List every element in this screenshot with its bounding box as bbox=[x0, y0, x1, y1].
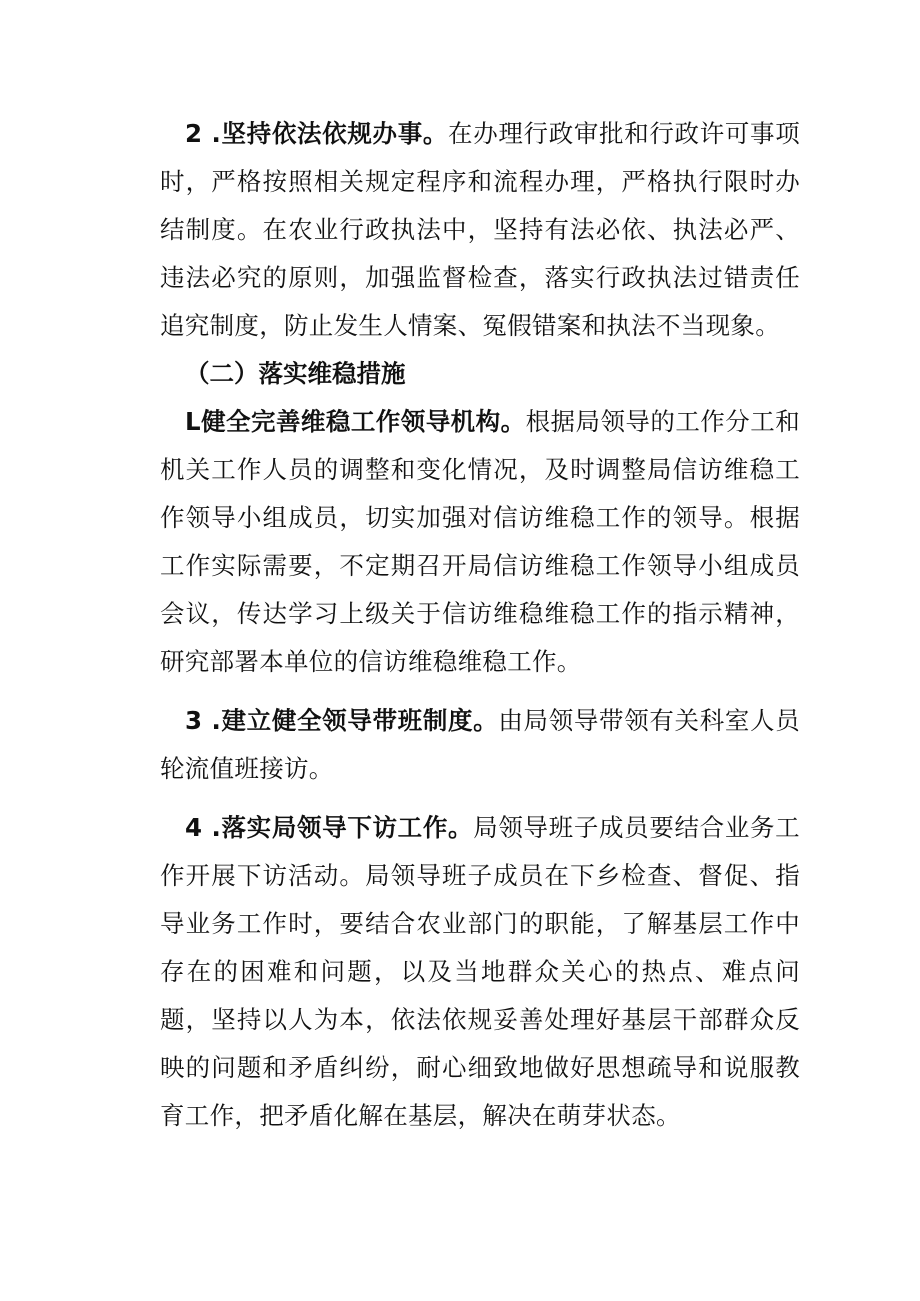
paragraph-lead: 3 .建立健全领导带班制度。 bbox=[185, 706, 499, 735]
paragraph-law-compliance bbox=[160, 110, 800, 350]
paragraph-duty-system bbox=[160, 697, 800, 793]
paragraph-leadership-structure bbox=[160, 398, 800, 686]
paragraph-text: 由局领导带领有关科室人员轮流值班接访。 bbox=[160, 706, 800, 783]
paragraph-lead: 2 .坚持依法依规办事。 bbox=[185, 119, 449, 148]
paragraph-text: 根据局领导的工作分工和机关工作人员的调整和变化情况，及时调整局信访维稳工作领导小组成员，切实加强对信访维稳工作的领导。根据工作实际需要，不定期召开局信访维稳工作领导小组成员会议，传达学习上级关于信访维稳维稳工作的指示精神，研究部署本单位的信访维稳维稳工作。 bbox=[160, 407, 800, 676]
paragraph-text: 局领导班子成员要结合业务工作开展下访活动。局领导班子成员在下乡检查、督促、指导业务工作时，要结合农业部门的职能，了解基层工作中存在的困难和问题，以及当地群众关心的热点、难点问题，坚持以人为本，依法依规妥善处理好基层干部群众反映的问题和矛盾纠纷，耐心细致地做好思想疏导和说服教育工作，把矛盾化解在基层，解决在萌芽状态。 bbox=[160, 813, 800, 1130]
spacer bbox=[160, 793, 800, 804]
paragraph-lead: L健全完善维稳工作领导机构。 bbox=[185, 407, 526, 436]
document-body bbox=[160, 110, 800, 1140]
section-heading: （二）落实维稳措施 bbox=[185, 359, 406, 388]
paragraph-lead: 4 .落实局领导下访工作。 bbox=[185, 813, 474, 842]
paragraph-visits bbox=[160, 804, 800, 1140]
paragraph-text: 在办理行政审批和行政许可事项时，严格按照相关规定程序和流程办理，严格执行限时办结制度。在农业行政执法中，坚持有法必依、执法必严、违法必究的原则，加强监督检查，落实行政执法过错责任追究制度，防止发生人情案、冤假错案和执法不当现象。 bbox=[160, 119, 801, 340]
spacer bbox=[160, 686, 800, 697]
